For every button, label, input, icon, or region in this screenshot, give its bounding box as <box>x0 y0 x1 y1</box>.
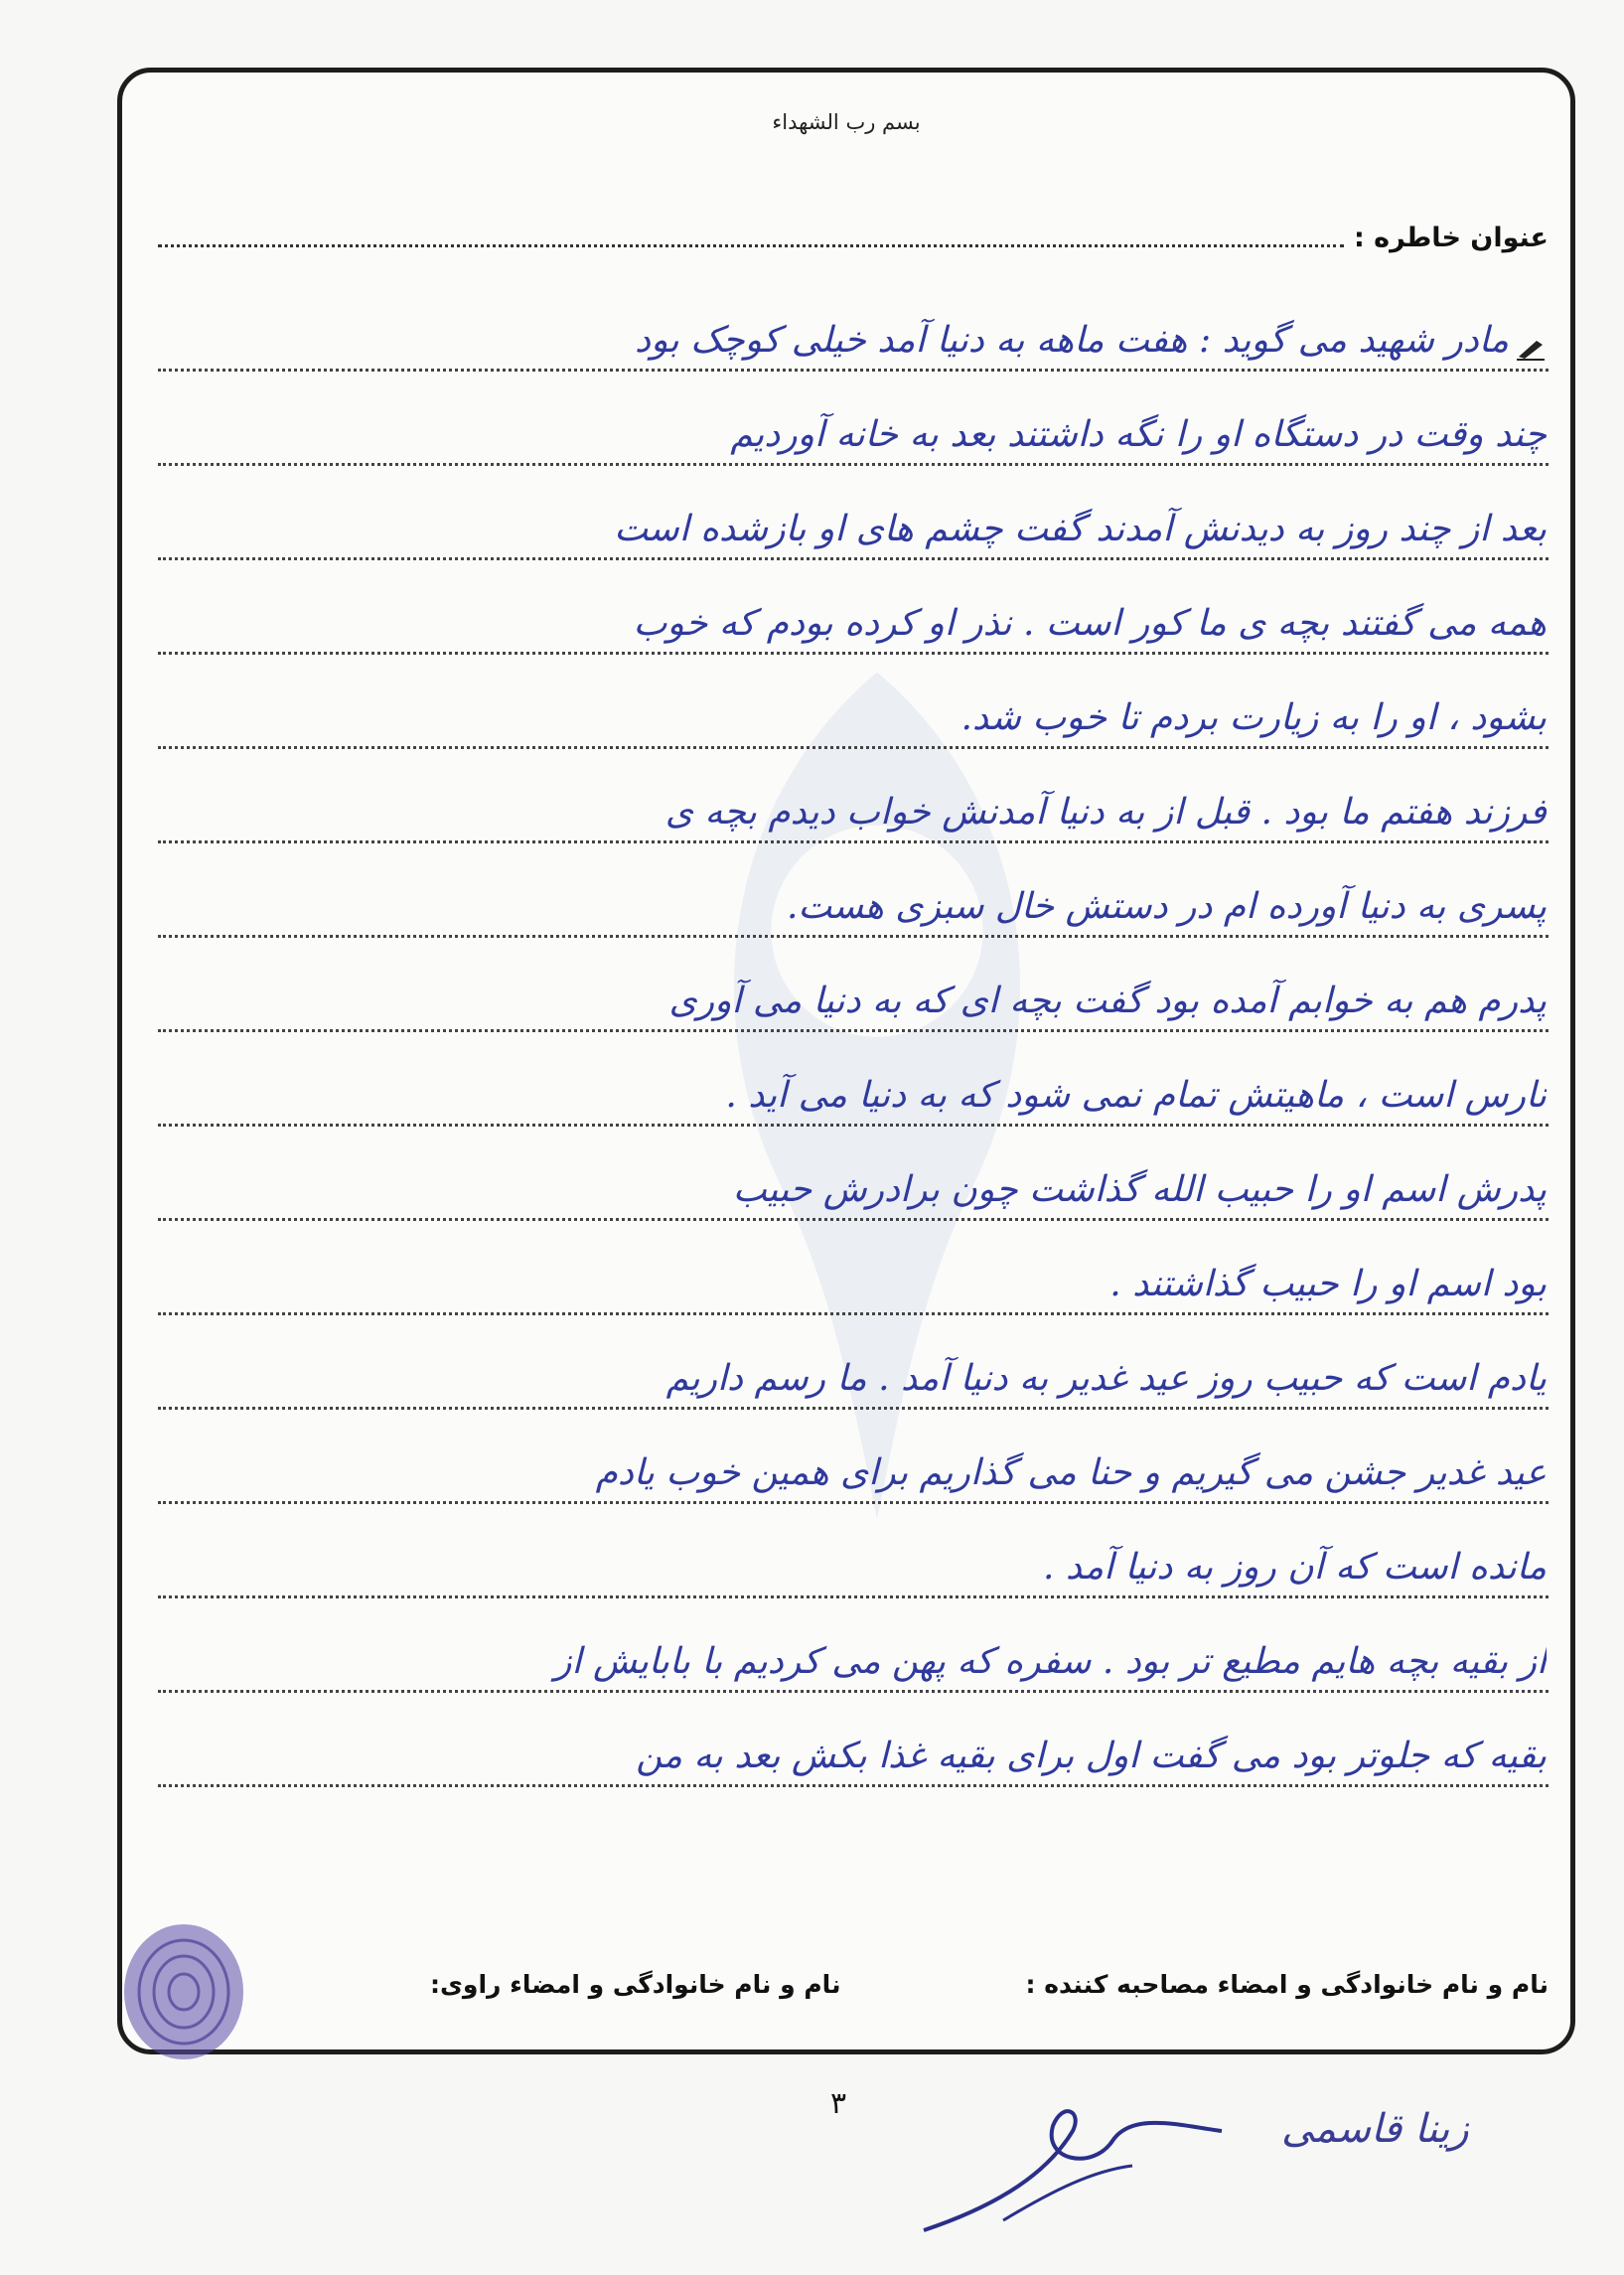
handwritten-text: چند وقت در دستگاه او را نگه داشتند بعد به خانه آوردیم <box>730 414 1547 455</box>
writing-line <box>158 1620 1549 1693</box>
writing-line <box>158 960 1549 1032</box>
fingerprint-mark <box>109 1917 258 2066</box>
writing-line <box>158 299 1549 372</box>
handwritten-text: مادر شهید می گوید : هفت ماهه به دنیا آمد خیلی کوچک بود <box>635 320 1509 361</box>
handwritten-text: بود اسم او را حبیب گذاشتند . <box>1109 1264 1547 1304</box>
writing-line <box>158 1337 1549 1410</box>
narrator-signature-label: نام و نام خانوادگی و امضاء راوی: <box>430 1970 841 1999</box>
handwritten-text: همه می گفتند بچه ی ما کور است . نذر او کرده بودم که خوب <box>633 603 1547 644</box>
handwritten-text: بقیه که جلوتر بود می گفت اول برای بقیه غذا بکش بعد به من <box>636 1736 1547 1776</box>
handwritten-text: یادم است که حبیب روز عید غدیر به دنیا آمد . ما رسم داریم <box>665 1358 1547 1399</box>
memory-form-sheet <box>117 68 1575 2054</box>
memory-title-row <box>158 220 1549 253</box>
pen-writing-icon <box>1515 337 1549 361</box>
handwritten-text: از بقیه بچه هایم مطیع تر بود . سفره که پهن می کردیم با بابایش از <box>554 1641 1547 1682</box>
interviewer-signature-label: نام و نام خانوادگی و امضاء مصاحبه کننده : <box>1025 1970 1549 1999</box>
bismillah-heading: بسم رب الشهداء <box>772 110 921 134</box>
writing-line <box>158 393 1549 466</box>
handwritten-text: عید غدیر جشن می گیریم و حنا می گذاریم برای همین خوب یادم <box>595 1452 1547 1493</box>
handwritten-text: پسری به دنیا آورده ام در دستش خال سبزی هست. <box>786 886 1547 927</box>
writing-line <box>158 677 1549 749</box>
signature-mark <box>904 2071 1252 2240</box>
writing-line <box>158 1526 1549 1598</box>
narrator-signature-name: زینا قاسمی <box>1281 2106 1469 2152</box>
memory-title-label: عنوان خاطره : <box>1353 223 1549 253</box>
title-dotted-line <box>158 244 1344 247</box>
writing-line <box>158 1054 1549 1127</box>
writing-line <box>158 488 1549 560</box>
handwritten-text: بشود ، او را به زیارت بردم تا خوب شد. <box>960 697 1547 738</box>
handwritten-text: پدرش اسم او را حبیب الله گذاشت چون برادرش حبیب <box>732 1169 1547 1210</box>
writing-line <box>158 865 1549 938</box>
writing-line <box>158 1243 1549 1315</box>
writing-line <box>158 1148 1549 1221</box>
writing-line <box>158 582 1549 655</box>
handwritten-text: پدرم هم به خوابم آمده بود گفت بچه ای که به دنیا می آوری <box>668 981 1547 1021</box>
handwritten-text: نارس است ، ماهیتش تمام نمی شود که به دنیا می آید . <box>725 1075 1547 1116</box>
writing-line <box>158 771 1549 843</box>
page-number: ۳ <box>830 2086 847 2121</box>
handwritten-text: فرزند هفتم ما بود . قبل از به دنیا آمدنش خواب دیدم بچه ی <box>664 792 1547 833</box>
writing-line <box>158 1432 1549 1504</box>
handwritten-text: بعد از چند روز به دیدنش آمدند گفت چشم های او بازشده است <box>614 509 1547 549</box>
handwritten-text: مانده است که آن روز به دنیا آمد . <box>1043 1547 1547 1588</box>
writing-line <box>158 1715 1549 1787</box>
